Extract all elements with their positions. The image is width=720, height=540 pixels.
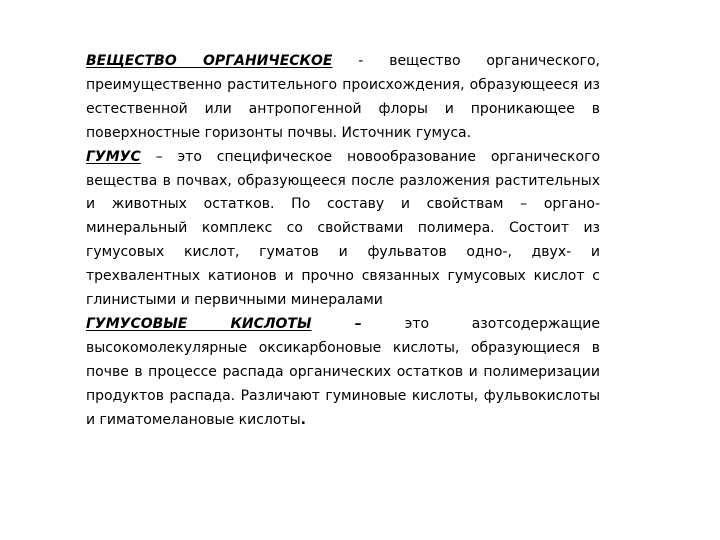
term-organic-matter: ВЕЩЕСТВО ОРГАНИЧЕСКОЕ	[86, 53, 333, 69]
separator: –	[140, 148, 178, 165]
definitions-text	[86, 50, 600, 433]
term-humic-acids: ГУМУСОВЫЕ КИСЛОТЫ	[86, 315, 312, 332]
separator: –	[311, 315, 405, 332]
definition-humus	[86, 146, 600, 313]
separator: -	[332, 53, 390, 69]
definition-text: вещество органического, преимущественно растительного происхождения, образующееся из естественной или антропогенной флоры и проникающее в поверхностные горизонты почвы. Источник гумуса.	[86, 53, 600, 141]
definition-text: это азотсодержащие высокомолекулярные оксикарбоновые кислоты, образующиеся в почве в процессе распада органических остатков и полимеризации продуктов распада. Различают гуминовые кислоты, фульвокислоты и гиматомелановые кислоты	[86, 315, 601, 428]
final-period: .	[300, 411, 306, 428]
definition-text: это специфическое новообразование органического вещества в почвах, образующееся после разложения растительных и животных остатков. По составу и свойствам – органо-минеральный комплекс со свойствами полимера. Состоит из гумусовых кислот, гуматов и фульватов одно-, двух- и трехвалентных катионов и прочно связанных гумусовых кислот с глинистыми и первичными минералами	[86, 148, 601, 309]
definition-humic-acids	[86, 313, 600, 433]
term-humus: ГУМУС	[86, 148, 141, 165]
definition-organic-matter	[86, 50, 600, 146]
